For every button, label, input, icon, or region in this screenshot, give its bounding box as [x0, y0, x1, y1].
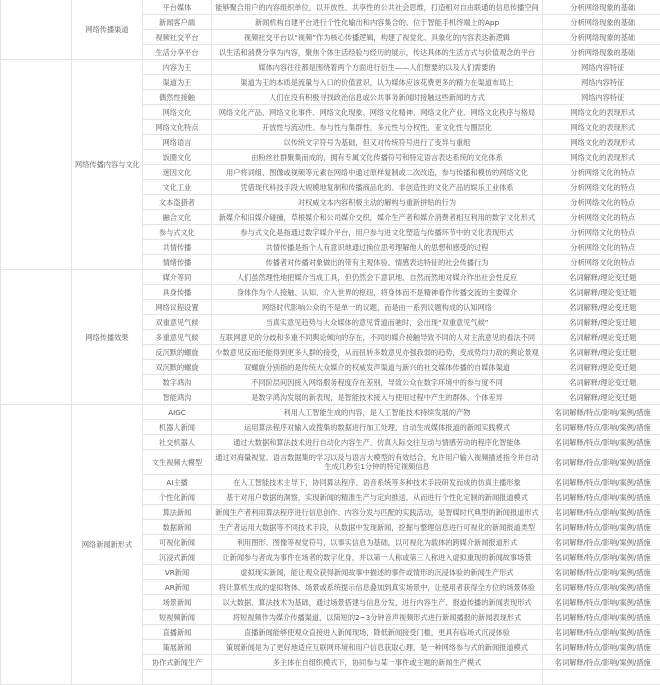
term-cell: 直播新闻 — [143, 625, 212, 640]
category-cell: 名词解释/特点/影响/案例/措施 — [543, 490, 660, 505]
category-cell: 名词解释/特点/影响/案例/措施 — [543, 420, 660, 435]
term-cell: 短视频新闻 — [143, 610, 212, 625]
term-cell: 场景新闻 — [143, 595, 212, 610]
category-cell: 分析网络文化的特点 — [543, 180, 660, 195]
term-cell: AR新闻 — [143, 580, 212, 595]
description-cell: 直播新闻能够使观众直接进入新闻现场，降低新闻接受门槛，更具有临场式沉浸体验 — [212, 625, 543, 640]
description-cell: 凭借现代科技手段大规模地复制和传播商品化的、非创造性的文化产品的娱乐工业体系 — [212, 180, 543, 195]
description-cell: 用户将词组、图像或视频等元素在网络中通过原样复制或二次改造，参与传播和模仿的网络文化 — [212, 165, 543, 180]
category-cell: 名词解释/特点/影响/案例/措施 — [543, 535, 660, 550]
term-cell: 共情传播 — [143, 240, 212, 255]
term-cell: 迷因文化 — [143, 165, 212, 180]
description-cell: 媒体内容往往都是围绕着两个方面进行衍生——人们想要的以及人们需要的 — [212, 60, 543, 75]
term-cell: 情绪传播 — [143, 255, 212, 270]
term-cell: 生活分享平台 — [143, 45, 212, 60]
description-cell: 视频社交平台以“视频”作为核心传播逻辑，构建了视觉化、具象化的内容表达新逻辑 — [212, 30, 543, 45]
description-cell: 网络时代影响公众的不是单一的议题，而是由一系列议题构成的认知网络 — [212, 300, 543, 315]
term-cell: 双沉默的螺旋 — [143, 360, 212, 375]
term-cell: 数据新闻 — [143, 520, 212, 535]
category-cell: 名词解释/特点/影响/案例/措施 — [543, 625, 660, 640]
term-cell: 新闻客户端 — [143, 15, 212, 30]
term-cell — [143, 670, 212, 685]
category-cell: 名词解释/理论变迁题 — [543, 270, 660, 285]
category-cell: 名词解释/特点/影响/案例/措施 — [543, 655, 660, 670]
description-cell: 网络文化产品、网络文化事件、网络文化现象、网络文化精神、网络文化产业、网络文化秩序与格局 — [212, 105, 543, 120]
category-cell: 名词解释/理论变迁题 — [543, 285, 660, 300]
description-cell: 开放性与流动性、参与性与集群性、多元性与分权性、亚文化性与圈层化 — [212, 120, 543, 135]
term-cell: AIGC — [143, 405, 212, 420]
description-cell: 利用图形、图像等视觉符号，以事实信息为基础，以可视化为载体的跨媒介新闻报道形式 — [212, 535, 543, 550]
category-cell: 名词解释/特点/影响/案例/措施 — [543, 475, 660, 490]
outer-blank-cell — [1, 0, 72, 60]
term-cell: 融合文化 — [143, 210, 212, 225]
category-cell: 分析网络现象的基础 — [543, 45, 660, 60]
category-cell: 名词解释/特点/影响/案例/措施 — [543, 580, 660, 595]
term-cell: 文生视频大模型 — [143, 450, 212, 475]
category-cell: 分析网络文化的特点 — [543, 240, 660, 255]
term-cell: 文本盗猎者 — [143, 195, 212, 210]
description-cell: 新媒介和旧媒介碰撞，草根媒介和公司媒介交织，媒介生产者和媒介消费者相互利用的数字文化形式 — [212, 210, 543, 225]
category-cell: 网络内容特征 — [543, 75, 660, 90]
description-cell: 以生活和消费分享为内容，聚焦个体生活经验与经历的展示，传达具体的生活方式与价值观念的平台 — [212, 45, 543, 60]
description-cell: 身体作为个人接触、认知、介入世界的枢纽，将身体而不是精神看作传播交流的主要媒介 — [212, 285, 543, 300]
description-cell: 多主体在自组织模式下，协同参与某一事件或主题的新闻生产模式 — [212, 655, 543, 670]
description-cell: 互联网意见的分歧和多重不同舆论倾向的存在，不同的媒介接触导致不同的人对主流意见的看法不同 — [212, 330, 543, 345]
term-cell: 参与式文化 — [143, 225, 212, 240]
term-cell: 算法新闻 — [143, 505, 212, 520]
description-cell: 通过对海量视觉、语言数据集的学习以及与语言大模型的有效结合，允许用户输入视频描述指令并自动生成几秒至1分钟的特定视频信息 — [212, 450, 543, 475]
category-cell: 分析网络文化的特点 — [543, 210, 660, 225]
term-cell: 文化工业 — [143, 180, 212, 195]
outer-blank-cell — [1, 270, 72, 405]
category-cell: 分析网络文化的特点 — [543, 255, 660, 270]
description-cell: 少数意见反而还能得到更多人群的接受，从而扭转多数意见亦强我弱的趋势，变成势均力敌的舆论景观 — [212, 345, 543, 360]
description-cell — [212, 670, 543, 685]
description-cell: 新闻机构自建平台进行个性化输出和内容集合的、位于智能手机终端上的App — [212, 15, 543, 30]
term-cell: 策展新闻 — [143, 640, 212, 655]
outer-blank-cell — [1, 405, 72, 685]
description-cell: 生产者运用大数据等不同技术手段，从数据中发现新闻，挖掘与整理信息进行可视化的新闻报道类型 — [212, 520, 543, 535]
category-cell: 网络文化的表现形式 — [543, 135, 660, 150]
term-cell: 可视化新闻 — [143, 535, 212, 550]
group-name-cell: 网络传播效果 — [72, 270, 143, 405]
category-cell: 网络内容特征 — [543, 90, 660, 105]
category-cell: 分析网络现象的基础 — [543, 15, 660, 30]
term-cell: AI主播 — [143, 475, 212, 490]
category-cell: 名词解释/理论变迁题 — [543, 375, 660, 390]
category-cell: 名词解释/特点/影响/案例/措施 — [543, 520, 660, 535]
category-cell: 分析网络文化的特点 — [543, 195, 660, 210]
description-cell: 运用算法程序对输入或搜集的数据进行加工处理，自动生成媒体报道的新闻实践模式 — [212, 420, 543, 435]
category-cell: 名词解释/特点/影响/案例/措施 — [543, 435, 660, 450]
description-cell: 对权威文本内容积极主动的解构与重新拼贴的行为 — [212, 195, 543, 210]
category-cell: 名词解释/特点/影响/案例/措施 — [543, 610, 660, 625]
description-cell: 让新闻参与者成为事件在场者的数字化身，并以第一人称或第三人称进入虚拟重现的新闻故事场景 — [212, 550, 543, 565]
category-cell: 名词解释/特点/影响/案例/措施 — [543, 565, 660, 580]
term-cell: 视频社交平台 — [143, 30, 212, 45]
description-cell: 人们在没有积极寻找政治信息或公共事务新闻时接触这些新闻的方式 — [212, 90, 543, 105]
description-cell: 新闻生产者利用算法程序进行信息创作、内容分发与匹配的实践活动，是智媒时代典型的新闻报道形式 — [212, 505, 543, 520]
term-cell: 饭圈文化 — [143, 150, 212, 165]
description-cell: 能够聚合用户的内容组织单位，以开放性、共享性的公共社会思维，打造相对自由联通的信息传播空间 — [212, 0, 543, 15]
category-cell: 网络文化的表现形式 — [543, 105, 660, 120]
description-cell: 策展新闻是为了更好地适应互联网环境和用户信息获取心理，是一种网络参与式的新闻报道模式 — [212, 640, 543, 655]
category-cell: 名词解释/特点/影响/案例/措施 — [543, 640, 660, 655]
term-cell: 数字鸿沟 — [143, 375, 212, 390]
description-cell: 利用人工智能生成的内容，是人工智能技术持续发展的产物 — [212, 405, 543, 420]
table-row — [1, 0, 660, 15]
category-cell: 名词解释/理论变迁题 — [543, 300, 660, 315]
description-cell: 不同阶层间因接入网络服务程度存在差别，导致公众在数字环境中的参与度不同 — [212, 375, 543, 390]
description-cell: 通过大数据和算法技术进行自动化内容生产、仿真人际交往互动与情感劳动的程序化智能体 — [212, 435, 543, 450]
outer-blank-cell — [1, 60, 72, 270]
term-cell: 网络文化特点 — [143, 120, 212, 135]
description-cell: 由粉丝社群聚集而成的，拥有专属文化传播符号和特定语言表达系统的文化体系 — [212, 150, 543, 165]
table-row — [1, 270, 660, 285]
category-cell: 网络内容特征 — [543, 60, 660, 75]
category-cell: 分析网络文化的特点 — [543, 165, 660, 180]
category-cell: 名词解释/特点/影响/案例/措施 — [543, 450, 660, 475]
group-name-cell: 网络传播内容与文化 — [72, 60, 143, 270]
description-cell: 基于对用户数据的洞察，实现新闻的精准生产与定向推送，从而进行个性化定制的新闻报道模式 — [212, 490, 543, 505]
category-cell: 名词解释/理论变迁题 — [543, 330, 660, 345]
category-cell: 网络文化的表现形式 — [543, 150, 660, 165]
description-cell: 在人工智能技术主导下，协同算法程序、语音系统等多种技术手段研发而成的仿真主播形象 — [212, 475, 543, 490]
term-cell: 沉浸式新闻 — [143, 550, 212, 565]
description-cell: 共情传播是指个人有意识地通过换位思考理解他人的思想和感受的过程 — [212, 240, 543, 255]
category-cell: 分析网络文化的特点 — [543, 225, 660, 240]
term-cell: 社交机器人 — [143, 435, 212, 450]
category-cell: 名词解释/特点/影响/案例/措施 — [543, 595, 660, 610]
description-cell: 传播者对传播对象做出的带有主观体验、情感表达特征的社会传播行为 — [212, 255, 543, 270]
description-cell: 人们虽然理性地把媒介当成工具，但仍然会下意识地、自然而然地对媒介作出社会性反应 — [212, 270, 543, 285]
category-cell — [543, 670, 660, 685]
term-cell: 媒介等同 — [143, 270, 212, 285]
term-cell: 内容为王 — [143, 60, 212, 75]
group-name-cell: 网络传播渠道 — [72, 0, 143, 60]
category-cell: 名词解释/特点/影响/案例/措施 — [543, 505, 660, 520]
term-cell: 反沉默的螺旋 — [143, 345, 212, 360]
term-cell: 渠道为王 — [143, 75, 212, 90]
term-cell: 机器人新闻 — [143, 420, 212, 435]
description-cell: 将短视频作为媒介传播渠道，以简短的2~3分钟音声视频形式进行新闻播报的新闻表现形式 — [212, 610, 543, 625]
description-cell: 以大数据、算法技术为基础，通过场景搭建与信息分发，进行内容生产、报道传播的新闻表现形式 — [212, 595, 543, 610]
term-cell: 网络文化 — [143, 105, 212, 120]
table-row — [1, 60, 660, 75]
category-cell: 名词解释/理论变迁题 — [543, 360, 660, 375]
description-cell: 将计算机生成的虚拟物体、场景或系统提示信息叠加到真实场景中，让使用者获得全方位的场景体验 — [212, 580, 543, 595]
category-cell: 分析网络现象的基础 — [543, 0, 660, 15]
category-cell: 名词解释/理论变迁题 — [543, 345, 660, 360]
term-cell: 具身传播 — [143, 285, 212, 300]
description-cell: 虚拟现实新闻，能让观众获得新闻故事中描述的事件或情形的沉浸体验的新闻生产形式 — [212, 565, 543, 580]
table-row — [1, 405, 660, 420]
category-cell: 名词解释/特点/影响/案例/措施 — [543, 550, 660, 565]
description-cell: 渠道为王的本质是流量与入口的价值意识，认为媒体应该花费更多的精力在渠道布局上 — [212, 75, 543, 90]
description-cell: 以传统文字符号为基础，但又对传统符号进行了变异与重组 — [212, 135, 543, 150]
description-cell: 当真实意见趋势与大众媒体的意见背道而驰时，会出现“双重意见气候” — [212, 315, 543, 330]
category-cell: 名词解释/理论变迁题 — [543, 390, 660, 405]
category-cell: 名词解释/特点/影响/案例/措施 — [543, 405, 660, 420]
description-cell: 参与式文化是指通过数字媒介平台，用户参与进文化塑造与传播环节中的文化表现形式 — [212, 225, 543, 240]
category-cell: 分析网络现象的基础 — [543, 30, 660, 45]
group-name-cell: 网络新闻新形式 — [72, 405, 143, 685]
term-cell: 多重意见气候 — [143, 330, 212, 345]
term-cell: 个性化新闻 — [143, 490, 212, 505]
term-cell: 双重意见气候 — [143, 315, 212, 330]
term-cell: 平台媒体 — [143, 0, 212, 15]
term-cell: 偶然性接触 — [143, 90, 212, 105]
description-cell: 双螺旋分别指的是传统大众媒介的权威发声渠道与新兴的社交媒体传播的自媒体渠道 — [212, 360, 543, 375]
term-cell: 协作式新闻生产 — [143, 655, 212, 670]
category-cell: 网络文化的表现形式 — [543, 120, 660, 135]
term-cell: 智能鸿沟 — [143, 390, 212, 405]
term-cell: VR新闻 — [143, 565, 212, 580]
description-cell: 是数字鸿沟发展的新表现，是智能技术接入与使用过程中产生的群体、个体差异 — [212, 390, 543, 405]
category-cell: 名词解释/理论变迁题 — [543, 315, 660, 330]
term-cell: 网络语言 — [143, 135, 212, 150]
term-cell: 网络议程设置 — [143, 300, 212, 315]
